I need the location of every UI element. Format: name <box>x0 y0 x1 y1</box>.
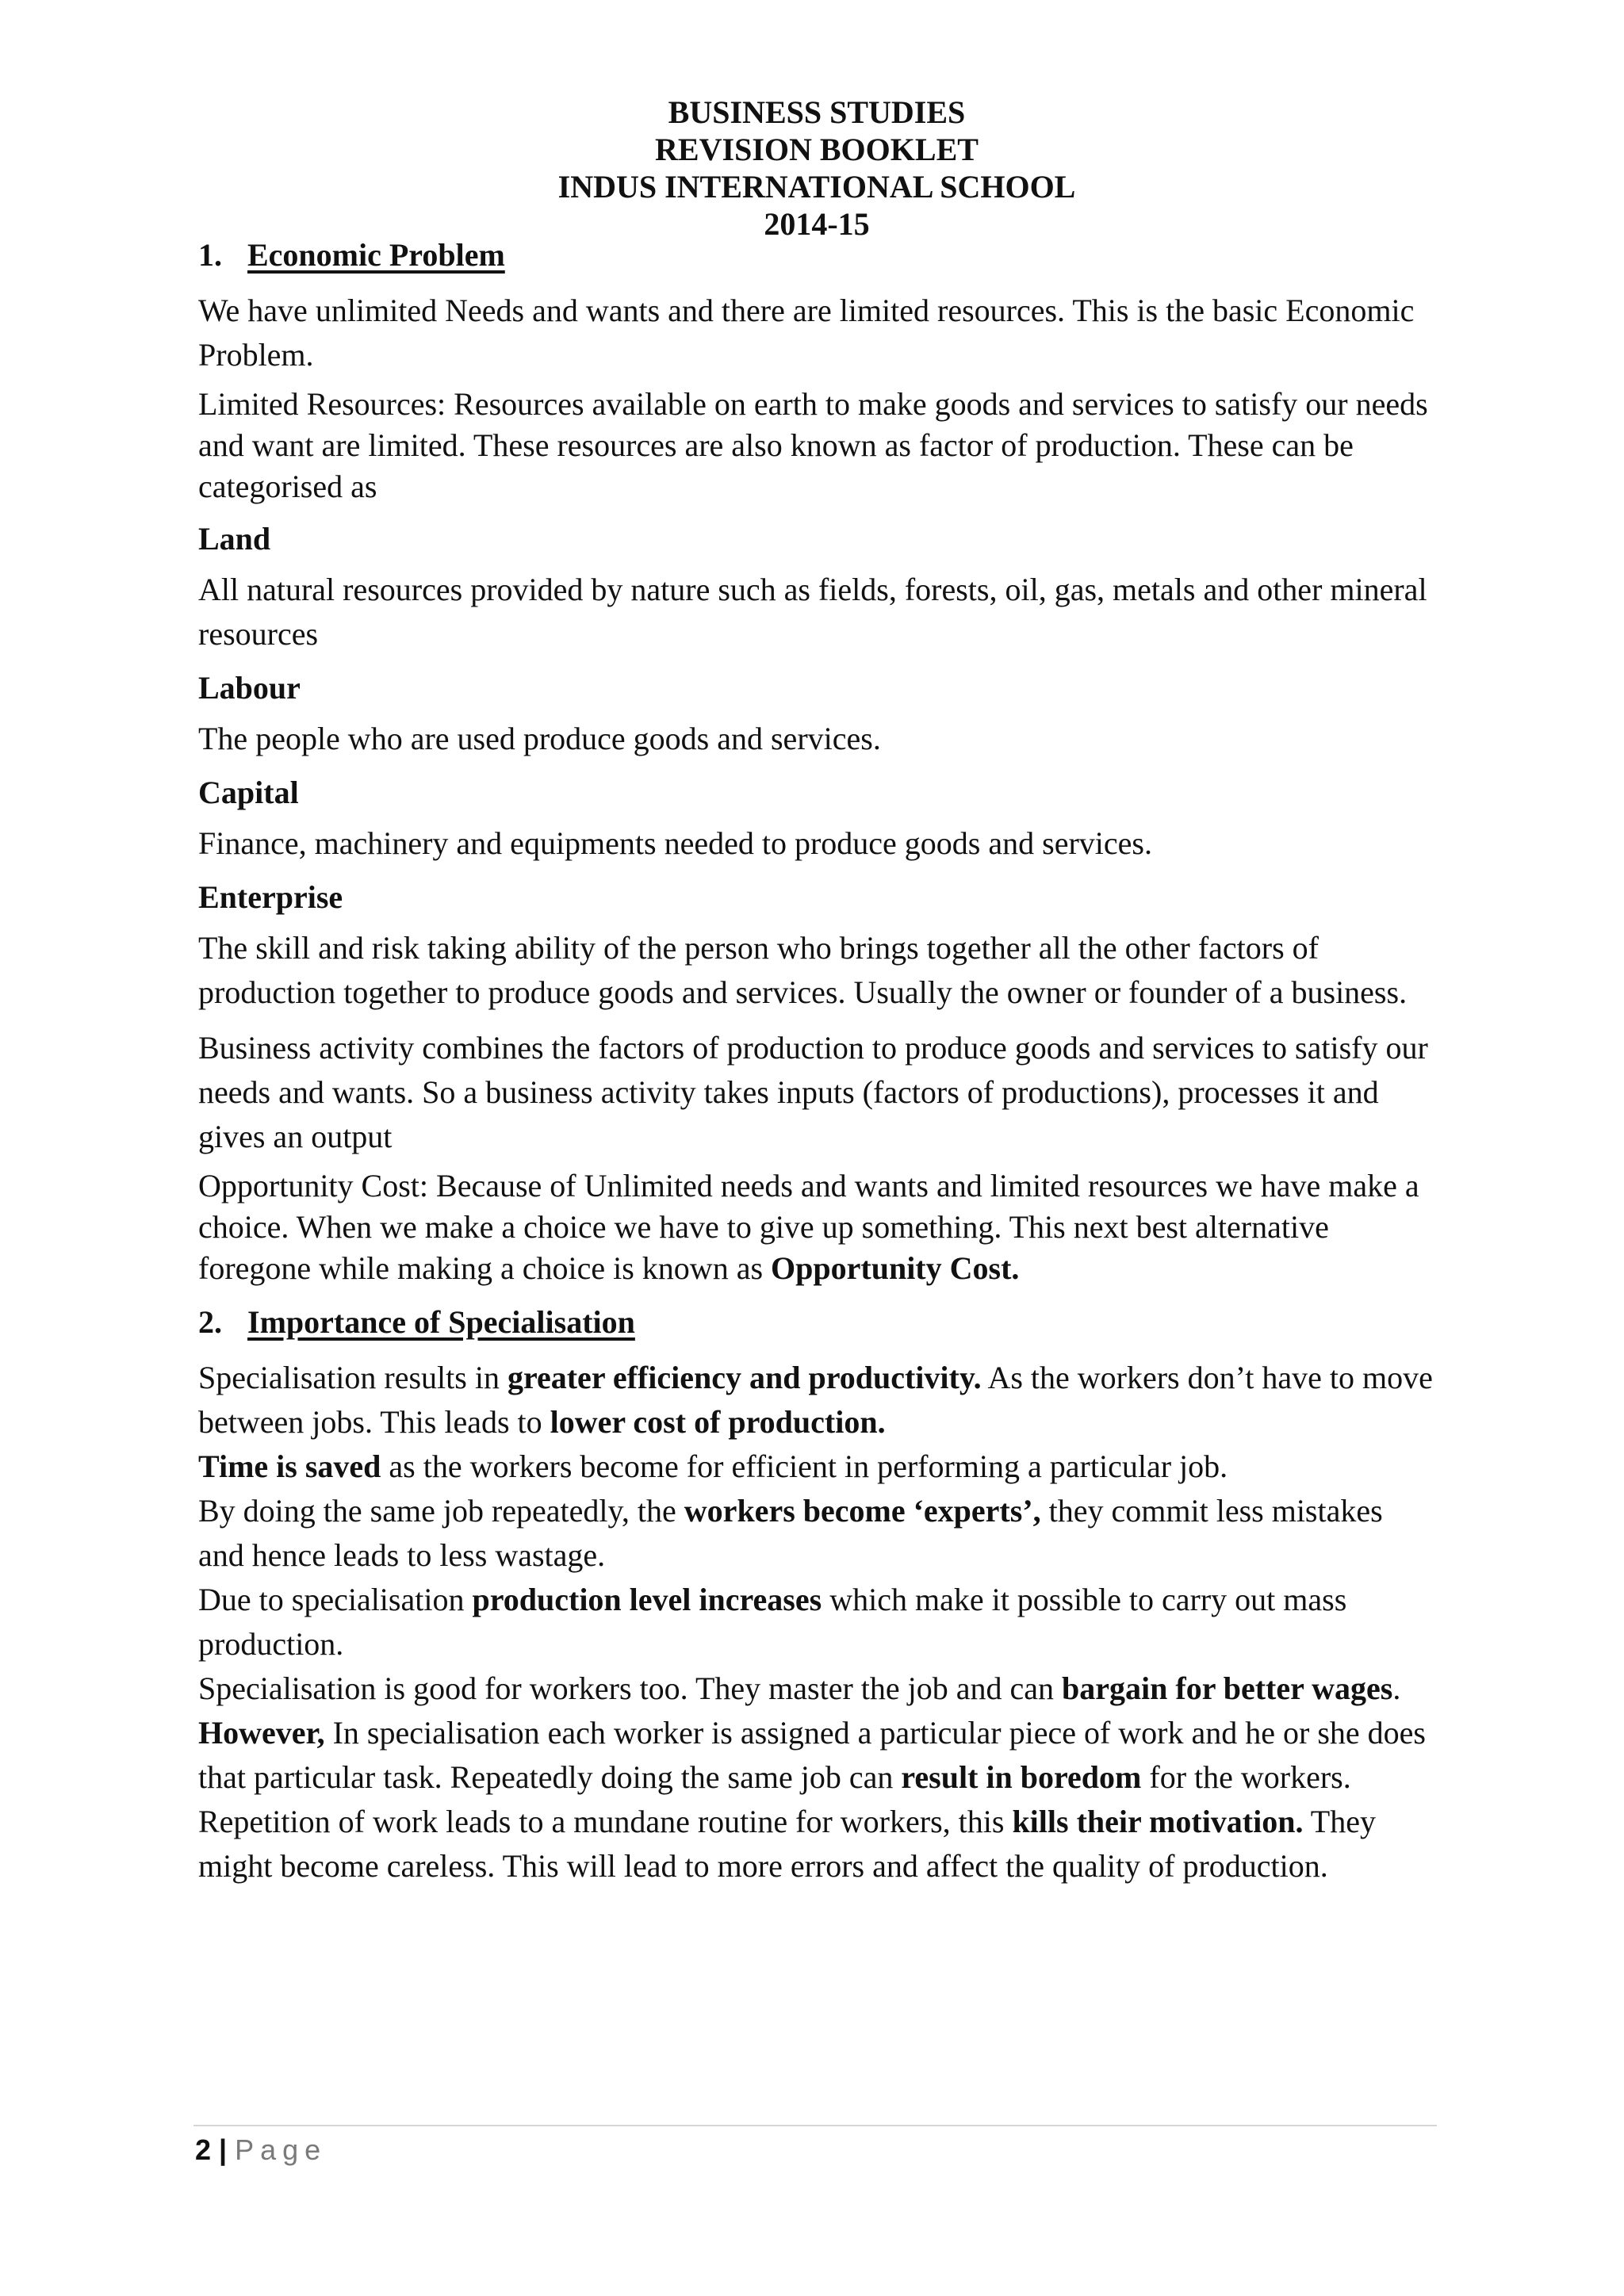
section-2-number: 2. <box>198 1304 222 1340</box>
bold-run: result in boredom <box>901 1759 1142 1795</box>
text-run: Specialisation results in <box>198 1360 508 1395</box>
header-subject: BUSINESS STUDIES <box>668 94 966 130</box>
footer-divider <box>193 2125 1437 2126</box>
bold-run: production level increases <box>472 1582 822 1617</box>
header-booklet: REVISION BOOKLET <box>655 132 979 167</box>
text-run: Specialisation is good for workers too. They master the job and can <box>198 1670 1063 1706</box>
bold-run: greater efficiency and productivity. <box>507 1360 982 1395</box>
text-run: In specialisation each worker is assigned a particular piece of work and he or she does that particular task. Repeatedly doing the same job can <box>198 1715 1426 1795</box>
section-1-title: Economic Problem <box>247 237 505 273</box>
footer-separator: | <box>219 2133 228 2166</box>
land-heading: Land <box>198 521 271 557</box>
business-activity-paragraph: Business activity combines the factors of production to produce goods and services to satisfy our needs and wants. So a business activity takes inputs (factors of productions), processes it and gives an output <box>198 1030 1428 1154</box>
capital-heading: Capital <box>198 775 299 810</box>
specialisation-production-level <box>198 1578 1435 1667</box>
page-footer <box>195 2133 327 2168</box>
text-run: as the workers become for efficient in performing a particular job. <box>381 1448 1228 1484</box>
specialisation-experts <box>198 1489 1435 1578</box>
opportunity-cost-paragraph <box>198 1165 1435 1289</box>
page-number: 2 <box>195 2133 212 2166</box>
bold-run: Time is saved <box>198 1448 381 1484</box>
limited-resources-paragraph: Limited Resources: Resources available on earth to make goods and services to satisfy our needs and want are limited. These resources are also known as factor of production. These can be categorised as <box>198 386 1428 504</box>
bold-run: kills their motivation. <box>1012 1804 1304 1839</box>
specialisation-wages <box>198 1667 1435 1711</box>
header-school: INDUS INTERNATIONAL SCHOOL <box>557 169 1076 205</box>
labour-text: The people who are used produce goods and services. <box>198 721 881 756</box>
opportunity-cost-text: Opportunity Cost: Because of Unlimited needs and wants and limited resources we have make a choice. When we make a choice we have to give up something. This next best alternative foregone while making a choice is known as <box>198 1168 1419 1286</box>
document-header <box>198 94 1435 243</box>
bold-run: lower cost of production. <box>550 1404 886 1440</box>
specialisation-time-saved <box>198 1445 1435 1489</box>
section-2-title: Importance of Specialisation <box>247 1304 635 1340</box>
text-run: . <box>1392 1670 1401 1706</box>
text-run: they commit less mistakes and hence leads to less wastage. <box>198 1493 1383 1573</box>
text-run: As the workers don’t have to move between jobs. This leads to <box>198 1360 1433 1440</box>
section-2-heading <box>198 1300 1435 1345</box>
capital-text: Finance, machinery and equipments needed to produce goods and services. <box>198 825 1152 861</box>
page-content <box>198 94 1435 1888</box>
opportunity-cost-term: Opportunity Cost. <box>771 1250 1020 1286</box>
labour-heading: Labour <box>198 670 301 706</box>
specialisation-drawbacks <box>198 1711 1435 1888</box>
bold-run: bargain for better wages <box>1062 1670 1393 1706</box>
enterprise-text: The skill and risk taking ability of the person who brings together all the other factors of production together to produce goods and services. Usually the owner or founder of a business. <box>198 930 1408 1010</box>
text-run: for the workers. Repetition of work leads to a mundane routine for workers, this <box>198 1759 1351 1839</box>
text-run: Due to specialisation <box>198 1582 473 1617</box>
text-run: which make it possible to carry out mass production. <box>198 1582 1347 1662</box>
enterprise-heading: Enterprise <box>198 879 343 915</box>
section-1-number: 1. <box>198 237 222 273</box>
economic-problem-paragraph: We have unlimited Needs and wants and there are limited resources. This is the basic Economic Problem. <box>198 293 1415 373</box>
land-text: All natural resources provided by nature such as fields, forests, oil, gas, metals and other mineral resources <box>198 572 1427 652</box>
specialisation-efficiency <box>198 1356 1435 1445</box>
header-year: 2014-15 <box>764 206 870 242</box>
page-label: Page <box>235 2133 327 2166</box>
text-run: They might become careless. This will lead to more errors and affect the quality of production. <box>198 1804 1376 1884</box>
bold-run: However, <box>198 1715 325 1751</box>
text-run: By doing the same job repeatedly, the <box>198 1493 684 1529</box>
bold-run: workers become ‘experts’, <box>684 1493 1041 1529</box>
